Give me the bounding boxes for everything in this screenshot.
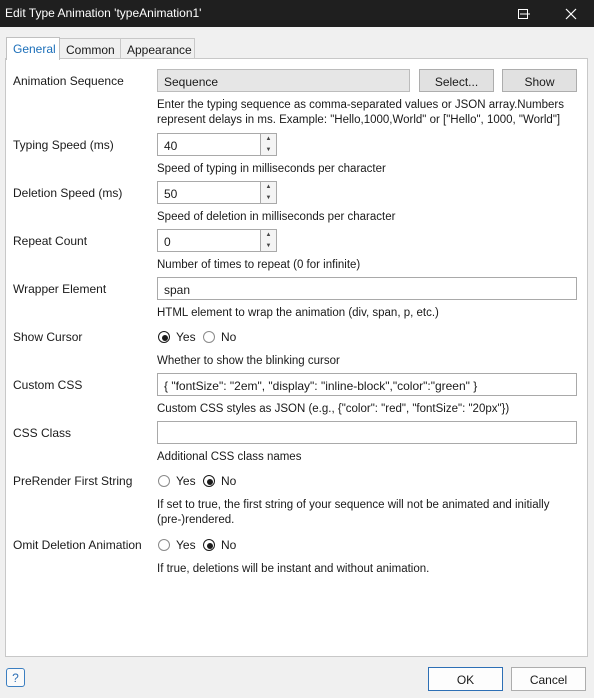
radio-circle	[158, 331, 170, 343]
deletion-speed-input[interactable]: 50	[157, 181, 260, 204]
ok-button[interactable]: OK	[428, 667, 503, 691]
chevron-up-icon[interactable]: ▲	[265, 184, 272, 190]
radio-circle	[158, 539, 170, 551]
help-button[interactable]	[6, 668, 25, 687]
radio-circle	[203, 475, 215, 487]
wrapper-element-label: Wrapper Element	[13, 282, 107, 296]
stepper-arrows	[260, 229, 277, 252]
animation-sequence-label: Animation Sequence	[13, 74, 124, 88]
chevron-down-icon[interactable]: ▼	[265, 147, 272, 153]
close-button[interactable]	[548, 0, 594, 27]
radio-label: Yes	[176, 474, 196, 488]
tab-label: Common	[66, 43, 115, 57]
help-line: Enter the typing sequence as comma-separated values or JSON array.Numbers	[157, 99, 564, 111]
radio-label: No	[221, 330, 237, 344]
css-class-input[interactable]	[157, 421, 577, 444]
omit-deletion-help: If true, deletions will be instant and without animation.	[157, 563, 430, 575]
tab-label: General	[13, 42, 56, 56]
close-icon	[565, 8, 577, 20]
tab-label: Appearance	[127, 43, 192, 57]
show-cursor-help: Whether to show the blinking cursor	[157, 355, 340, 367]
cancel-button[interactable]: Cancel	[511, 667, 586, 691]
css-class-help: Additional CSS class names	[157, 451, 302, 463]
stepper-arrows	[260, 133, 277, 156]
radio-label: No	[221, 474, 237, 488]
prerender-first-help	[157, 498, 549, 528]
help-line: If set to true, the first string of your sequence will not be animated and initially	[157, 499, 550, 511]
css-class-label: CSS Class	[13, 426, 72, 440]
typing-speed-input[interactable]: 40	[157, 133, 260, 156]
wrapper-element-input[interactable]: span	[157, 277, 577, 300]
typing-speed-stepper[interactable]	[157, 133, 277, 156]
typing-speed-label: Typing Speed (ms)	[13, 138, 114, 152]
window-title: Edit Type Animation 'typeAnimation1'	[5, 6, 202, 20]
repeat-count-stepper[interactable]	[157, 229, 277, 252]
custom-css-input[interactable]: { "fontSize": "2em", "display": "inline-block","color":"green" }	[157, 373, 577, 396]
prerender-first-label: PreRender First String	[13, 474, 133, 488]
maximize-icon	[517, 8, 529, 20]
chevron-up-icon[interactable]: ▲	[265, 232, 272, 238]
radio-circle	[203, 539, 215, 551]
radio-label: No	[221, 538, 237, 552]
animation-sequence-help	[157, 98, 564, 128]
repeat-count-label: Repeat Count	[13, 234, 88, 248]
chevron-down-icon[interactable]: ▼	[265, 243, 272, 249]
wrapper-element-help: HTML element to wrap the animation (div, span, p, etc.)	[157, 307, 439, 319]
custom-css-help: Custom CSS styles as JSON (e.g., {"color": "red", "fontSize": "20px"})	[157, 403, 510, 415]
deletion-speed-stepper[interactable]	[157, 181, 277, 204]
tab-appearance[interactable]	[120, 38, 195, 58]
deletion-speed-help: Speed of deletion in milliseconds per character	[157, 211, 396, 223]
chevron-down-icon[interactable]: ▼	[265, 195, 272, 201]
deletion-speed-label: Deletion Speed (ms)	[13, 186, 123, 200]
radio-label: Yes	[176, 538, 196, 552]
typing-speed-help: Speed of typing in milliseconds per character	[157, 163, 386, 175]
repeat-count-help: Number of times to repeat (0 for infinite)	[157, 259, 361, 271]
radio-label: Yes	[176, 330, 196, 344]
radio-circle	[158, 475, 170, 487]
title-bar	[0, 0, 594, 27]
repeat-count-input[interactable]: 0	[157, 229, 260, 252]
chevron-up-icon[interactable]: ▲	[265, 136, 272, 142]
maximize-button[interactable]	[500, 0, 546, 27]
show-button[interactable]: Show	[502, 69, 577, 92]
help-line: (pre-)rendered.	[157, 514, 235, 526]
show-cursor-label: Show Cursor	[13, 330, 83, 344]
tab-general[interactable]	[6, 37, 60, 60]
radio-circle	[203, 331, 215, 343]
select-button[interactable]: Select...	[419, 69, 494, 92]
omit-deletion-label: Omit Deletion Animation	[13, 538, 142, 552]
custom-css-label: Custom CSS	[13, 378, 83, 392]
question-icon: ?	[12, 670, 19, 685]
tab-common[interactable]	[59, 38, 121, 58]
help-line: represent delays in ms. Example: "Hello,1000,World" or ["Hello", 1000, "World"]	[157, 114, 561, 126]
animation-sequence-field: Sequence	[157, 69, 410, 92]
stepper-arrows	[260, 181, 277, 204]
